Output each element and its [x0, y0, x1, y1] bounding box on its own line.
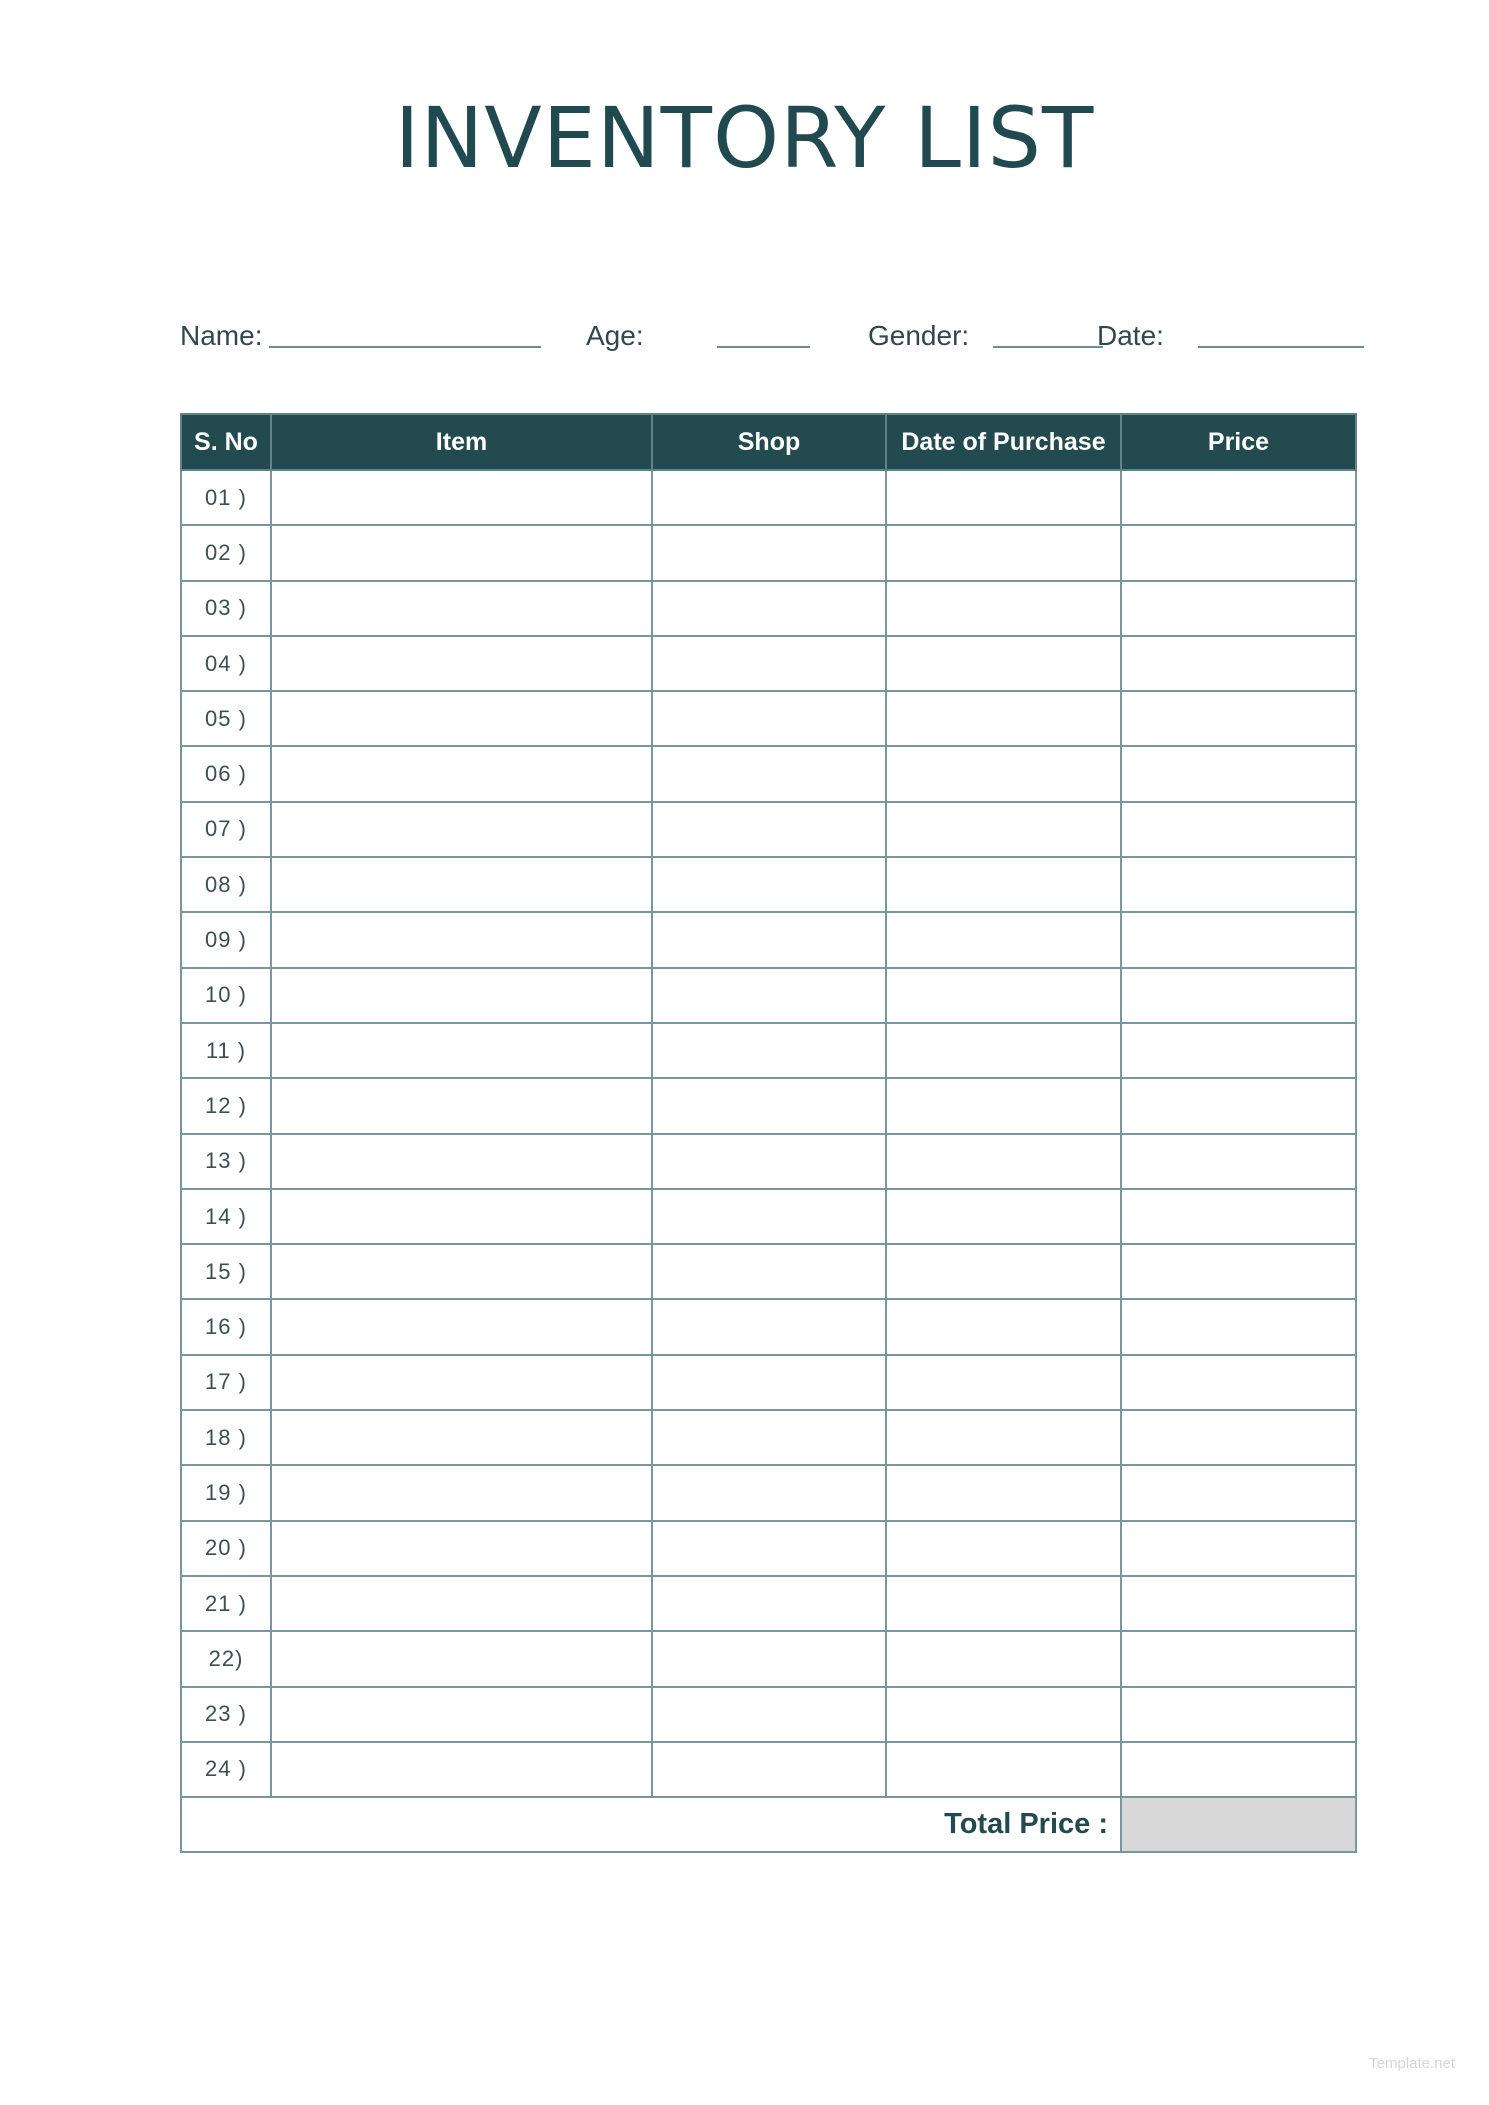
date-label: Date: [1097, 320, 1164, 351]
shop-cell[interactable] [652, 1631, 886, 1686]
shop-cell[interactable] [652, 1742, 886, 1797]
date-of-purchase-cell[interactable] [886, 1023, 1121, 1078]
page-title: INVENTORY LIST [394, 89, 1095, 187]
date-of-purchase-cell[interactable] [886, 1244, 1121, 1299]
item-cell[interactable] [271, 470, 652, 525]
row-number: 21 ) [181, 1576, 271, 1631]
date-of-purchase-cell[interactable] [886, 1299, 1121, 1354]
date-of-purchase-cell[interactable] [886, 1687, 1121, 1742]
date-of-purchase-cell[interactable] [886, 1355, 1121, 1410]
table-row [181, 525, 1356, 580]
date-of-purchase-cell[interactable] [886, 1189, 1121, 1244]
row-number: 14 ) [181, 1189, 271, 1244]
shop-cell[interactable] [652, 857, 886, 912]
price-cell[interactable] [1121, 1410, 1356, 1465]
table-row [181, 857, 1356, 912]
shop-cell[interactable] [652, 1521, 886, 1576]
table-row [181, 1521, 1356, 1576]
inventory-table [180, 413, 1357, 1853]
row-number: 07 ) [181, 802, 271, 857]
row-number: 15 ) [181, 1244, 271, 1299]
shop-cell[interactable] [652, 1023, 886, 1078]
header-sno: S. No [181, 414, 271, 470]
item-cell[interactable] [271, 746, 652, 801]
price-cell[interactable] [1121, 1631, 1356, 1686]
price-cell[interactable] [1121, 1576, 1356, 1631]
name-label: Name: [180, 320, 263, 351]
item-cell[interactable] [271, 1134, 652, 1189]
shop-cell[interactable] [652, 1299, 886, 1354]
item-cell[interactable] [271, 968, 652, 1023]
item-cell[interactable] [271, 1244, 652, 1299]
table-row [181, 802, 1356, 857]
table-row [181, 1189, 1356, 1244]
table-header-row [181, 414, 1356, 470]
shop-cell[interactable] [652, 1189, 886, 1244]
date-of-purchase-cell[interactable] [886, 1410, 1121, 1465]
header-shop: Shop [652, 414, 886, 470]
shop-cell[interactable] [652, 636, 886, 691]
row-number: 02 ) [181, 525, 271, 580]
row-number: 04 ) [181, 636, 271, 691]
row-number: 10 ) [181, 968, 271, 1023]
row-number: 03 ) [181, 581, 271, 636]
item-cell[interactable] [271, 1355, 652, 1410]
row-number: 24 ) [181, 1742, 271, 1797]
gender-label: Gender: [868, 320, 970, 351]
date-of-purchase-cell[interactable] [886, 1134, 1121, 1189]
item-cell[interactable] [271, 1023, 652, 1078]
row-number: 18 ) [181, 1410, 271, 1465]
item-cell[interactable] [271, 691, 652, 746]
price-cell[interactable] [1121, 525, 1356, 580]
date-of-purchase-cell[interactable] [886, 1742, 1121, 1797]
date-of-purchase-cell[interactable] [886, 691, 1121, 746]
total-price-value[interactable] [1121, 1797, 1356, 1852]
price-cell[interactable] [1121, 1742, 1356, 1797]
date-of-purchase-cell[interactable] [886, 857, 1121, 912]
date-of-purchase-cell[interactable] [886, 968, 1121, 1023]
table-row [181, 1742, 1356, 1797]
price-cell[interactable] [1121, 968, 1356, 1023]
table-row [181, 1576, 1356, 1631]
row-number: 06 ) [181, 746, 271, 801]
header-fields [180, 318, 1354, 358]
row-number: 13 ) [181, 1134, 271, 1189]
price-cell[interactable] [1121, 1521, 1356, 1576]
shop-cell[interactable] [652, 581, 886, 636]
table-row [181, 1465, 1356, 1520]
table-row [181, 1023, 1356, 1078]
item-cell[interactable] [271, 1410, 652, 1465]
table-row [181, 1299, 1356, 1354]
item-cell[interactable] [271, 802, 652, 857]
item-cell[interactable] [271, 1521, 652, 1576]
shop-cell[interactable] [652, 1576, 886, 1631]
name-field[interactable] [269, 346, 541, 348]
table-row [181, 1410, 1356, 1465]
date-of-purchase-cell[interactable] [886, 802, 1121, 857]
price-cell[interactable] [1121, 912, 1356, 967]
shop-cell[interactable] [652, 1078, 886, 1133]
row-number: 19 ) [181, 1465, 271, 1520]
shop-cell[interactable] [652, 525, 886, 580]
shop-cell[interactable] [652, 802, 886, 857]
price-cell[interactable] [1121, 636, 1356, 691]
shop-cell[interactable] [652, 691, 886, 746]
row-number: 12 ) [181, 1078, 271, 1133]
price-cell[interactable] [1121, 1244, 1356, 1299]
row-number: 20 ) [181, 1521, 271, 1576]
row-number: 17 ) [181, 1355, 271, 1410]
header-date-of-purchase: Date of Purchase [886, 414, 1121, 470]
row-number: 01 ) [181, 470, 271, 525]
date-of-purchase-cell[interactable] [886, 1465, 1121, 1520]
item-cell[interactable] [271, 1078, 652, 1133]
date-of-purchase-cell[interactable] [886, 470, 1121, 525]
price-cell[interactable] [1121, 1465, 1356, 1520]
shop-cell[interactable] [652, 1244, 886, 1299]
item-cell[interactable] [271, 1631, 652, 1686]
price-cell[interactable] [1121, 1189, 1356, 1244]
price-cell[interactable] [1121, 857, 1356, 912]
header-price: Price [1121, 414, 1356, 470]
shop-cell[interactable] [652, 912, 886, 967]
table-row [181, 636, 1356, 691]
shop-cell[interactable] [652, 746, 886, 801]
table-row [181, 1631, 1356, 1686]
price-cell[interactable] [1121, 691, 1356, 746]
date-of-purchase-cell[interactable] [886, 1521, 1121, 1576]
price-cell[interactable] [1121, 1078, 1356, 1133]
item-cell[interactable] [271, 1576, 652, 1631]
item-cell[interactable] [271, 525, 652, 580]
table-row [181, 968, 1356, 1023]
table-row [181, 1134, 1356, 1189]
gender-field[interactable] [993, 346, 1103, 348]
date-of-purchase-cell[interactable] [886, 912, 1121, 967]
item-cell[interactable] [271, 1742, 652, 1797]
row-number: 11 ) [181, 1023, 271, 1078]
row-number: 23 ) [181, 1687, 271, 1742]
header-item: Item [271, 414, 652, 470]
price-cell[interactable] [1121, 1134, 1356, 1189]
shop-cell[interactable] [652, 1134, 886, 1189]
shop-cell[interactable] [652, 1687, 886, 1742]
price-cell[interactable] [1121, 581, 1356, 636]
row-number: 08 ) [181, 857, 271, 912]
item-cell[interactable] [271, 1687, 652, 1742]
price-cell[interactable] [1121, 746, 1356, 801]
price-cell[interactable] [1121, 1355, 1356, 1410]
date-of-purchase-cell[interactable] [886, 1576, 1121, 1631]
item-cell[interactable] [271, 636, 652, 691]
date-of-purchase-cell[interactable] [886, 636, 1121, 691]
date-of-purchase-cell[interactable] [886, 581, 1121, 636]
row-number: 05 ) [181, 691, 271, 746]
row-number: 16 ) [181, 1299, 271, 1354]
price-cell[interactable] [1121, 1687, 1356, 1742]
table-row [181, 1355, 1356, 1410]
item-cell[interactable] [271, 1189, 652, 1244]
shop-cell[interactable] [652, 1355, 886, 1410]
date-of-purchase-cell[interactable] [886, 1078, 1121, 1133]
shop-cell[interactable] [652, 1410, 886, 1465]
row-number: 22) [181, 1631, 271, 1686]
date-of-purchase-cell[interactable] [886, 1631, 1121, 1686]
table-row [181, 691, 1356, 746]
item-cell[interactable] [271, 1299, 652, 1354]
item-cell[interactable] [271, 912, 652, 967]
price-cell[interactable] [1121, 802, 1356, 857]
age-field[interactable] [717, 346, 810, 348]
item-cell[interactable] [271, 857, 652, 912]
table-body [181, 470, 1356, 1852]
price-cell[interactable] [1121, 1299, 1356, 1354]
price-cell[interactable] [1121, 1023, 1356, 1078]
shop-cell[interactable] [652, 1465, 886, 1520]
table-row [181, 1078, 1356, 1133]
table-row [181, 1244, 1356, 1299]
age-label: Age: [586, 320, 644, 351]
price-cell[interactable] [1121, 470, 1356, 525]
watermark: Template.net [1369, 2055, 1455, 2072]
shop-cell[interactable] [652, 968, 886, 1023]
table-row [181, 1687, 1356, 1742]
table-row [181, 470, 1356, 525]
item-cell[interactable] [271, 581, 652, 636]
total-row [181, 1797, 1356, 1852]
table-row [181, 581, 1356, 636]
row-number: 09 ) [181, 912, 271, 967]
item-cell[interactable] [271, 1465, 652, 1520]
table-row [181, 912, 1356, 967]
shop-cell[interactable] [652, 470, 886, 525]
date-of-purchase-cell[interactable] [886, 746, 1121, 801]
total-price-label: Total Price : [181, 1797, 1121, 1852]
table-row [181, 746, 1356, 801]
date-of-purchase-cell[interactable] [886, 525, 1121, 580]
date-field[interactable] [1198, 346, 1364, 348]
